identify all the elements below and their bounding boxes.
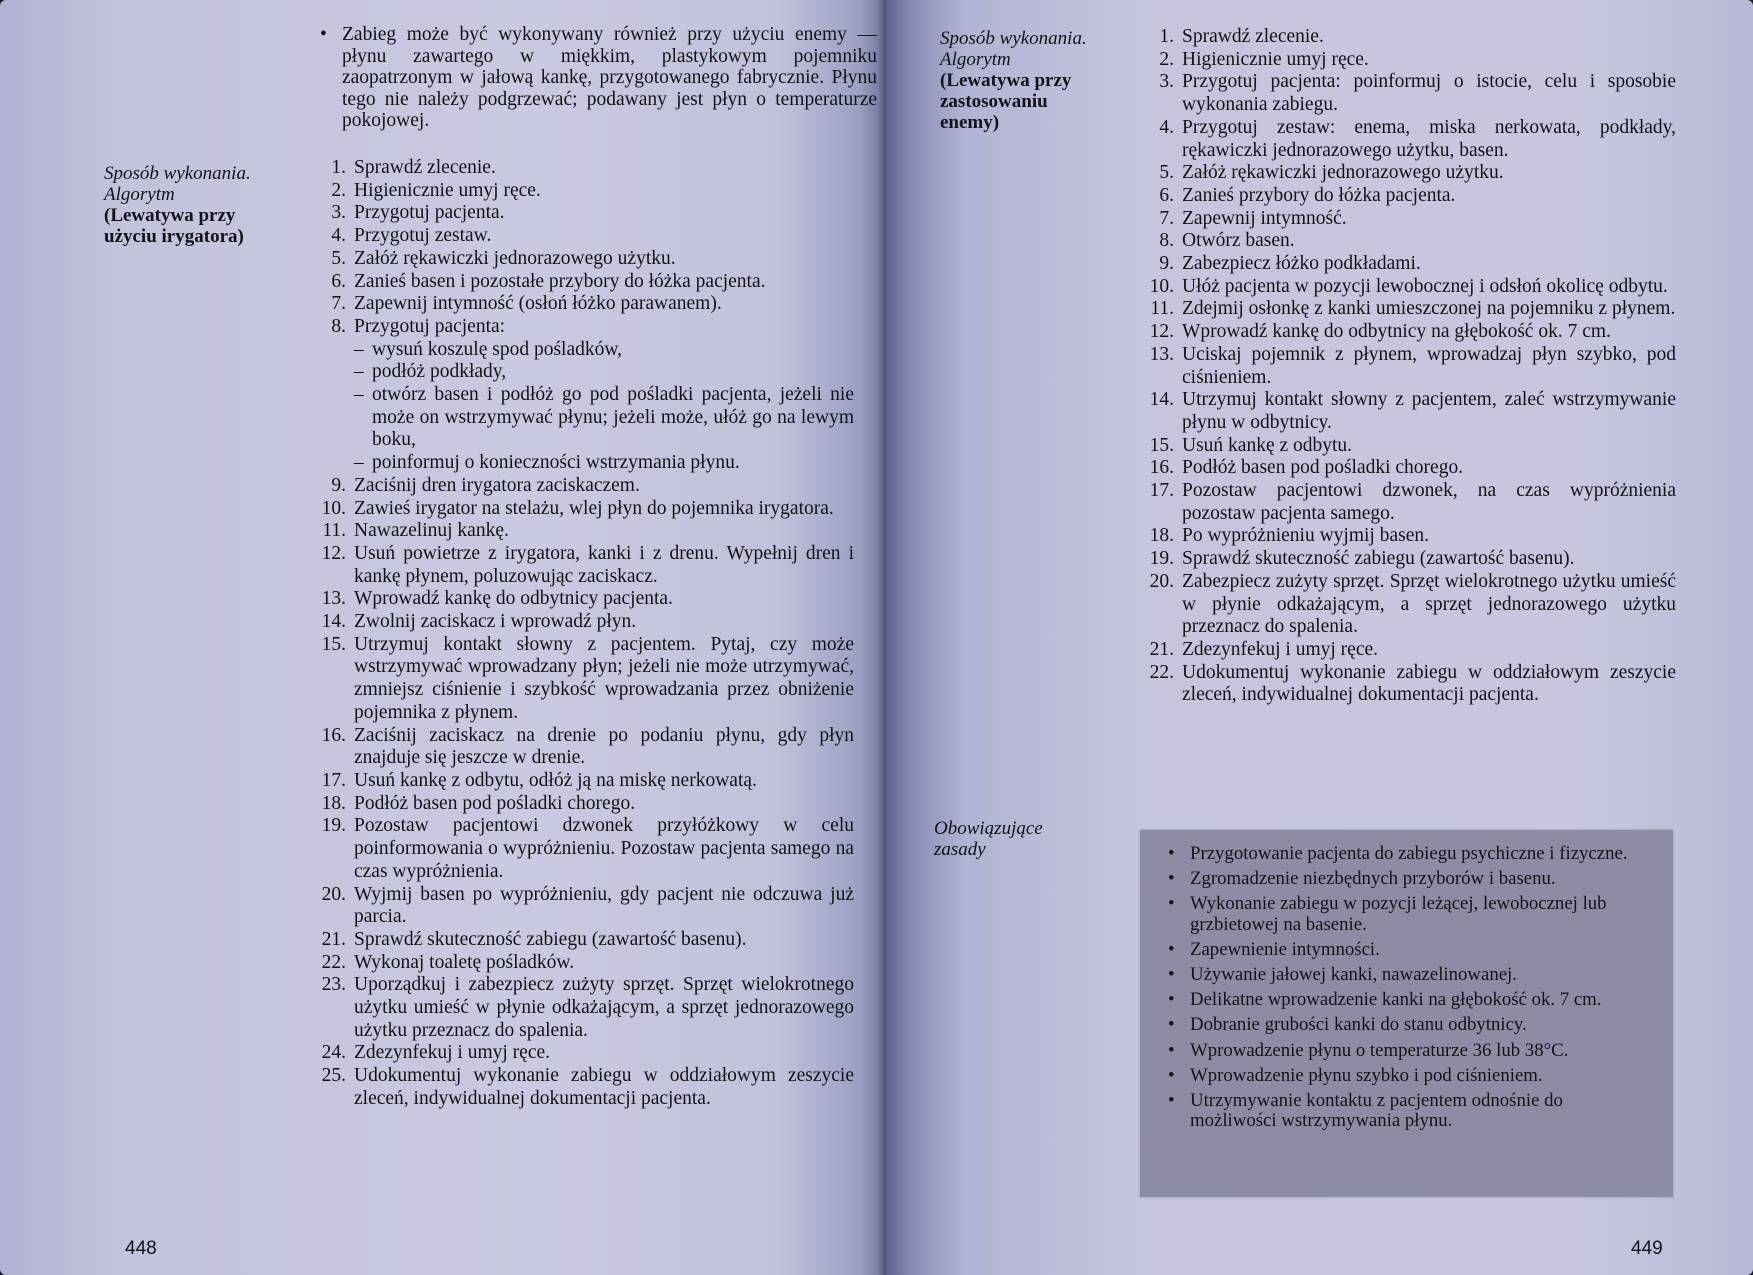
step-item bbox=[316, 248, 854, 271]
step-subitem: – otwórz basen i podłóż go pod pośladki pacjenta, jeżeli nie może on wstrzymywać płynu; jeżeli może, ułóż go na lewym boku, bbox=[354, 384, 854, 452]
step-number: 2. bbox=[331, 179, 346, 201]
step-number: 20. bbox=[321, 883, 346, 905]
step-text: Po wypróżnieniu wyjmij basen. bbox=[1182, 525, 1429, 547]
step-item bbox=[316, 543, 854, 588]
right-steps-list bbox=[1144, 26, 1676, 707]
step-number: 7. bbox=[331, 293, 346, 315]
step-text: Uporządkuj i zabezpiecz zużyty sprzęt. Sprzęt wielokrotnego użytku umieść w płynie odkażającym, a sprzęt jednorazowego użytku przeznacz do spalenia. bbox=[354, 974, 854, 1041]
step-number: 15. bbox=[1149, 434, 1174, 456]
step-number: 11. bbox=[322, 520, 346, 542]
step-text: Zawieś irygator na stelażu, wlej płyn do pojemnika irygatora. bbox=[354, 497, 834, 519]
step-number: 9. bbox=[1159, 253, 1174, 275]
step-text: Zdejmij osłonkę z kanki umieszczonej na pojemniku z płynem. bbox=[1182, 298, 1676, 320]
step-item bbox=[316, 316, 854, 475]
left-page-number: 448 bbox=[125, 1238, 157, 1259]
rule-item: • Utrzymywanie kontaktu z pacjentem odnośnie do możliwości wstrzymywania płynu. bbox=[1190, 1091, 1649, 1131]
step-number: 9. bbox=[331, 474, 346, 496]
step-number: 18. bbox=[321, 792, 346, 814]
step-number: 19. bbox=[321, 815, 346, 837]
step-number: 25. bbox=[321, 1065, 346, 1087]
step-text: Zaciśnij dren irygatora zaciskaczem. bbox=[354, 474, 640, 496]
step-item bbox=[1144, 71, 1676, 116]
step-text: Wprowadź kankę do odbytnicy pacjenta. bbox=[354, 588, 673, 610]
left-variant-line1: (Lewatywa przy bbox=[104, 205, 236, 226]
step-item bbox=[316, 929, 854, 952]
step-text: Podłóż basen pod pośladki chorego. bbox=[354, 792, 636, 814]
step-text: Nawazelinuj kankę. bbox=[354, 520, 509, 542]
step-item bbox=[316, 884, 854, 929]
step-number: 21. bbox=[1149, 638, 1174, 660]
step-number: 12. bbox=[321, 542, 346, 564]
step-item bbox=[1144, 117, 1676, 162]
step-item bbox=[1144, 389, 1676, 434]
step-text: Podłóż basen pod pośladki chorego. bbox=[1182, 457, 1464, 479]
step-text: Zanieś basen i pozostałe przybory do łóżka pacjenta. bbox=[354, 270, 766, 292]
step-text: Przygotuj pacjenta: poinformuj o istocie, celu i sposobie wykonania zabiegu. bbox=[1182, 71, 1676, 116]
step-number: 22. bbox=[1149, 661, 1174, 683]
step-item bbox=[316, 793, 854, 816]
step-number: 15. bbox=[321, 633, 346, 655]
step-text: Higienicznie umyj ręce. bbox=[354, 179, 541, 201]
step-number: 20. bbox=[1149, 570, 1174, 592]
step-item bbox=[1144, 480, 1676, 525]
left-algorithm-title: Algorytm bbox=[104, 184, 175, 205]
step-text: Wykonaj toaletę pośladków. bbox=[354, 951, 575, 973]
step-item bbox=[1144, 639, 1676, 662]
rules-label-line1: Obowiązujące bbox=[934, 818, 1043, 839]
step-text: Przygotuj pacjenta: bbox=[354, 315, 506, 337]
rules-label bbox=[934, 818, 1043, 860]
right-method-title: Sposób wykonania. bbox=[940, 28, 1087, 49]
step-text: Pozostaw pacjentowi dzwonek przyłóżkowy w celu poinformowania o wypróżnieniu. Pozostaw pacjenta samego na czas wypróżnienia. bbox=[354, 815, 854, 882]
left-method-title: Sposób wykonania. bbox=[104, 163, 251, 184]
step-text: Ułóż pacjenta w pozycji lewobocznej i odsłoń okolicę odbytu. bbox=[1182, 275, 1668, 297]
step-item bbox=[1144, 162, 1676, 185]
rules-list bbox=[1140, 830, 1673, 1131]
step-number: 10. bbox=[321, 497, 346, 519]
step-number: 24. bbox=[321, 1042, 346, 1064]
step-text: Higienicznie umyj ręce. bbox=[1182, 48, 1369, 70]
left-variant-line2: użyciu irygatora) bbox=[104, 226, 244, 247]
step-text: Udokumentuj wykonanie zabiegu w oddziałowym zeszycie zleceń, indywidualnej dokumentacji pacjenta. bbox=[1182, 661, 1676, 706]
step-item bbox=[1144, 49, 1676, 72]
rules-box bbox=[1140, 830, 1673, 1197]
step-item bbox=[1144, 435, 1676, 458]
step-text: Udokumentuj wykonanie zabiegu w oddziałowym zeszycie zleceń, indywidualnej dokumentacji pacjenta. bbox=[354, 1065, 854, 1109]
rule-item: • Używanie jałowej kanki, nawazelinowanej. bbox=[1190, 965, 1649, 985]
step-number: 6. bbox=[1159, 184, 1174, 206]
rule-item: • Wykonanie zabiegu w pozycji leżącej, lewobocznej lub grzbietowej na basenie. bbox=[1190, 894, 1649, 934]
step-text: Sprawdź zlecenie. bbox=[354, 157, 496, 178]
step-number: 5. bbox=[331, 247, 346, 269]
step-number: 18. bbox=[1149, 525, 1174, 547]
step-text: Zwolnij zaciskacz i wprowadź płyn. bbox=[354, 611, 637, 633]
step-number: 13. bbox=[1149, 343, 1174, 365]
step-number: 6. bbox=[331, 270, 346, 292]
step-item bbox=[316, 202, 854, 225]
right-page-number: 449 bbox=[1631, 1238, 1663, 1259]
step-text: Sprawdź skuteczność zabiegu (zawartość basenu). bbox=[1182, 548, 1575, 570]
left-method-label bbox=[104, 163, 251, 247]
rule-item: • Zapewnienie intymności. bbox=[1190, 940, 1649, 960]
rule-item: • Przygotowanie pacjenta do zabiegu psychiczne i fizyczne. bbox=[1190, 844, 1649, 864]
step-number: 23. bbox=[321, 974, 346, 996]
step-subitem: – wysuń koszulę spod pośladków, bbox=[354, 339, 854, 362]
step-item bbox=[1144, 571, 1676, 639]
step-item bbox=[316, 634, 854, 725]
step-text: Załóż rękawiczki jednorazowego użytku. bbox=[1182, 162, 1504, 184]
step-item bbox=[316, 520, 854, 543]
step-text: Przygotuj zestaw. bbox=[354, 225, 492, 247]
step-item bbox=[1144, 662, 1676, 707]
step-text: Zapewnij intymność. bbox=[1182, 207, 1347, 229]
left-steps-list bbox=[316, 157, 854, 1111]
step-item bbox=[316, 974, 854, 1042]
step-text: Zabezpiecz łóżko podkładami. bbox=[1182, 253, 1421, 275]
step-item bbox=[1144, 208, 1676, 231]
step-number: 2. bbox=[1159, 48, 1174, 70]
step-text: Załóż rękawiczki jednorazowego użytku. bbox=[354, 247, 676, 269]
step-item bbox=[1144, 321, 1676, 344]
step-subitem: – poinformuj o konieczności wstrzymania płynu. bbox=[354, 452, 854, 475]
step-number: 4. bbox=[331, 225, 346, 247]
step-text: Pozostaw pacjentowi dzwonek, na czas wypróżnienia pozostaw pacjenta samego. bbox=[1182, 480, 1676, 524]
step-number: 11. bbox=[1150, 298, 1174, 320]
right-variant-line2: zastosowaniu bbox=[940, 91, 1048, 112]
rule-item: • Delikatne wprowadzenie kanki na głębokość ok. 7 cm. bbox=[1190, 990, 1649, 1010]
step-item bbox=[316, 952, 854, 975]
step-number: 3. bbox=[331, 202, 346, 224]
right-variant-line1: (Lewatywa przy bbox=[940, 70, 1072, 91]
step-text: Sprawdź skuteczność zabiegu (zawartość basenu). bbox=[354, 928, 747, 950]
step-number: 7. bbox=[1159, 207, 1174, 229]
step-text: Uciskaj pojemnik z płynem, wprowadzaj płyn szybko, pod ciśnieniem. bbox=[1182, 343, 1676, 388]
rule-item: • Dobranie grubości kanki do stanu odbytnicy. bbox=[1190, 1015, 1649, 1035]
step-text: Zabezpiecz zużyty sprzęt. Sprzęt wielokrotnego użytku umieść w płynie odkażającym, a sprzęt jednorazowego użytku przeznacz do spalenia. bbox=[1182, 570, 1676, 638]
step-number: 14. bbox=[1149, 389, 1174, 411]
step-text: Zapewnij intymność (osłoń łóżko parawanem). bbox=[354, 293, 722, 315]
rules-label-line2: zasady bbox=[934, 839, 986, 860]
step-item bbox=[1144, 253, 1676, 276]
step-item bbox=[316, 770, 854, 793]
step-item bbox=[316, 1042, 854, 1065]
step-number: 4. bbox=[1159, 116, 1174, 138]
step-number: 3. bbox=[1159, 71, 1174, 93]
step-text: Zdezynfekuj i umyj ręce. bbox=[354, 1042, 550, 1064]
step-item bbox=[1144, 276, 1676, 299]
step-text: Otwórz basen. bbox=[1182, 230, 1295, 252]
rule-item: • Zgromadzenie niezbędnych przyborów i basenu. bbox=[1190, 869, 1649, 889]
step-text: Usuń kankę z odbytu, odłóż ją na miskę nerkowatą. bbox=[354, 769, 757, 791]
step-number: 17. bbox=[321, 769, 346, 791]
step-subitem: – podłóż podkłady, bbox=[354, 361, 854, 384]
step-text: Utrzymuj kontakt słowny z pacjentem, zaleć wstrzymywanie płynu w odbytnicy. bbox=[1182, 389, 1676, 433]
step-text: Zdezynfekuj i umyj ręce. bbox=[1182, 638, 1378, 660]
step-text: Wprowadź kankę do odbytnicy na głębokość ok. 7 cm. bbox=[1182, 321, 1611, 343]
step-number: 21. bbox=[321, 928, 346, 950]
rule-item: • Wprowadzenie płynu o temperaturze 36 lub 38°C. bbox=[1190, 1041, 1649, 1061]
step-item bbox=[1144, 548, 1676, 571]
step-item bbox=[1144, 525, 1676, 548]
step-number: 17. bbox=[1149, 480, 1174, 502]
step-number: 13. bbox=[321, 588, 346, 610]
rule-item: • Wprowadzenie płynu szybko i pod ciśnieniem. bbox=[1190, 1066, 1649, 1086]
step-number: 1. bbox=[331, 157, 346, 178]
step-text: Zanieś przybory do łóżka pacjenta. bbox=[1182, 184, 1456, 206]
step-text: Przygotuj zestaw: enema, miska nerkowata, podkłady, rękawiczki jednorazowego użytku, basen. bbox=[1182, 116, 1676, 161]
step-number: 10. bbox=[1149, 275, 1174, 297]
step-number: 22. bbox=[321, 951, 346, 973]
step-number: 19. bbox=[1149, 548, 1174, 570]
step-text: Utrzymuj kontakt słowny z pacjentem. Pytaj, czy może wstrzymywać wprowadzany płyn; jeżeli nie może utrzymywać, zmniejsz ciśnienie i szybkość wprowadzania przez obniżenie pojemnika z płynem. bbox=[354, 633, 854, 723]
step-item bbox=[1144, 230, 1676, 253]
step-item bbox=[316, 1065, 854, 1110]
enema-intro-bullet: • Zabieg może być wykonywany również przy użyciu enemy — płynu zawartego w miękkim, plastykowym pojemniku zaopatrzonym w jałową kankę, przygotowanego fabrycznie. Płynu tego nie należy podgrzewać; podawany jest płyn o temperaturze pokojowej. bbox=[318, 24, 877, 132]
step-item bbox=[1144, 298, 1676, 321]
step-item bbox=[1144, 185, 1676, 208]
step-text: Wyjmij basen po wypróżnieniu, gdy pacjent nie odczuwa już parcia. bbox=[354, 883, 854, 928]
step-text: Sprawdź zlecenie. bbox=[1182, 26, 1324, 47]
right-method-label bbox=[940, 28, 1087, 133]
step-item bbox=[316, 157, 854, 180]
step-number: 5. bbox=[1159, 162, 1174, 184]
step-item bbox=[1144, 344, 1676, 389]
step-item bbox=[316, 611, 854, 634]
step-item bbox=[316, 271, 854, 294]
step-number: 1. bbox=[1159, 26, 1174, 47]
step-item bbox=[316, 815, 854, 883]
step-item bbox=[316, 588, 854, 611]
step-item bbox=[1144, 26, 1676, 49]
step-number: 8. bbox=[331, 315, 346, 337]
step-item bbox=[316, 225, 854, 248]
step-number: 16. bbox=[1149, 457, 1174, 479]
right-variant-line3: enemy) bbox=[940, 112, 1000, 133]
step-item bbox=[316, 293, 854, 316]
step-text: Usuń kankę z odbytu. bbox=[1182, 434, 1353, 456]
step-number: 12. bbox=[1149, 321, 1174, 343]
step-item bbox=[1144, 457, 1676, 480]
step-item bbox=[316, 180, 854, 203]
step-number: 14. bbox=[321, 611, 346, 633]
step-text: Zaciśnij zaciskacz na drenie po podaniu płynu, gdy płyn znajduje się jeszcze w drenie. bbox=[354, 724, 854, 769]
step-item bbox=[316, 475, 854, 498]
step-sublist bbox=[354, 339, 854, 475]
step-text: Przygotuj pacjenta. bbox=[354, 202, 505, 224]
step-item bbox=[316, 498, 854, 521]
step-number: 16. bbox=[321, 724, 346, 746]
step-text: Usuń powietrze z irygatora, kanki i z drenu. Wypełnij dren i kankę płynem, poluzowując zaciskacz. bbox=[354, 542, 854, 587]
step-number: 8. bbox=[1159, 230, 1174, 252]
right-algorithm-title: Algorytm bbox=[940, 49, 1011, 70]
step-item bbox=[316, 725, 854, 770]
